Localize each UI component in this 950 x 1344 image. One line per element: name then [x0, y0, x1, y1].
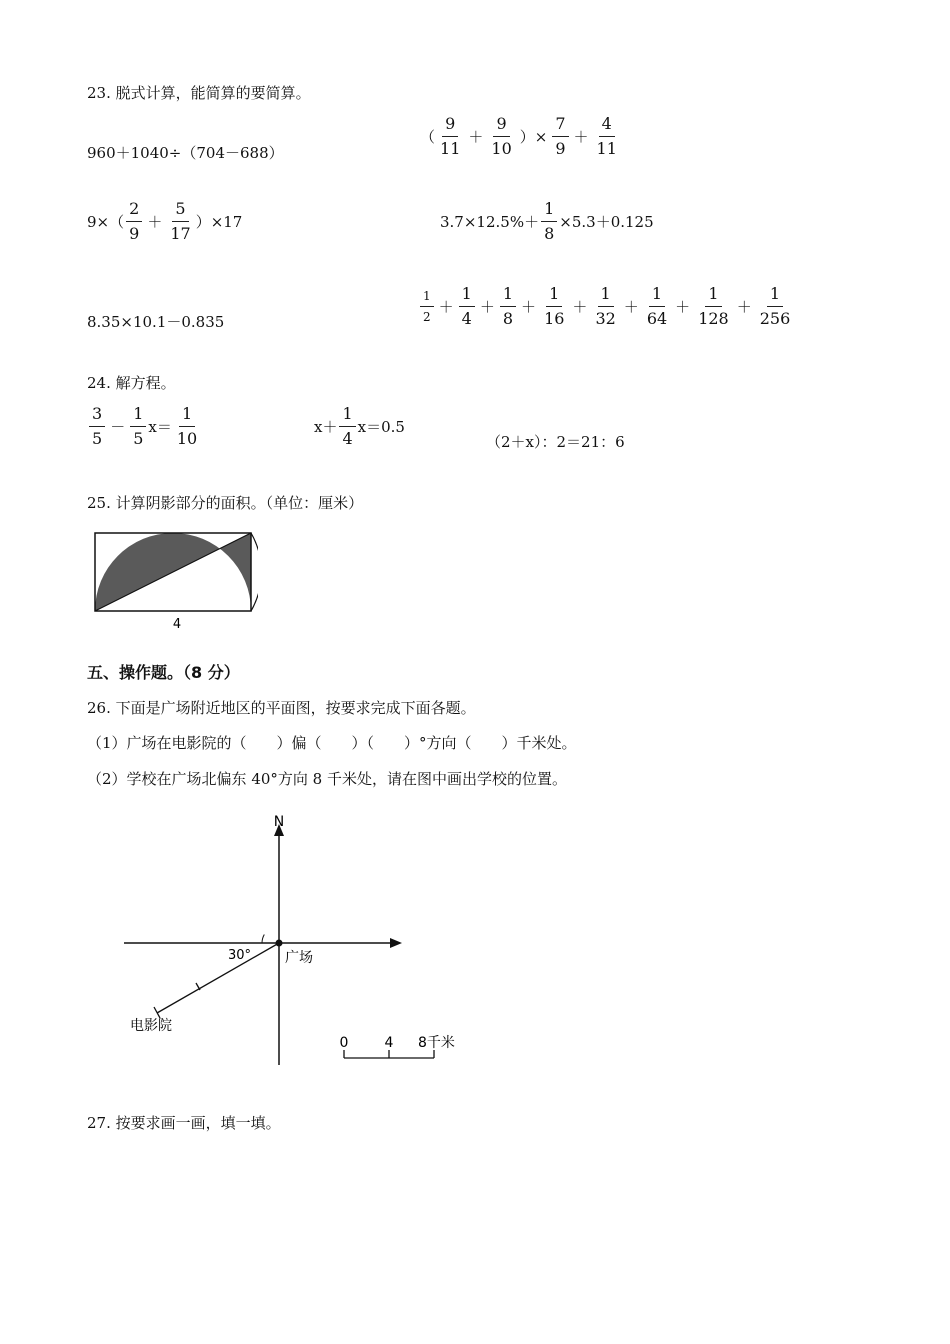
fraction: $\frac{1}{256}$	[759, 284, 791, 328]
operator: －	[110, 418, 126, 436]
expr-text: 3.7×12.5%＋	[440, 213, 540, 231]
expr-text: 9×（	[87, 213, 125, 231]
fraction: $\frac{9}{10}$	[491, 114, 512, 158]
shaded-area-figure	[90, 528, 258, 636]
fraction: $\frac{4}{11}$	[596, 114, 617, 158]
operator: ＋	[573, 128, 589, 146]
scale-label-8: 8千米	[418, 1035, 455, 1051]
q23-title: 23. 脱式计算，能简算的要简算。	[87, 84, 311, 102]
north-label: N	[273, 814, 285, 830]
fraction: $\frac{2}{9}$	[126, 201, 142, 242]
operator: ＋	[736, 298, 752, 316]
q23-expr-1: 960＋1040÷（704－688）	[87, 144, 284, 162]
fraction: $\frac{1}{8}$	[500, 286, 516, 327]
q27-title: 27. 按要求画一画，填一填。	[87, 1114, 281, 1132]
q23-expr-6	[418, 286, 795, 327]
q26-title: 26. 下面是广场附近地区的平面图，按要求完成下面各题。	[87, 699, 476, 717]
operator: ）×	[519, 128, 548, 146]
q24-eq-3: （2＋x）：2＝21：6	[486, 433, 625, 451]
q23-expr-4	[440, 201, 654, 242]
fraction: $\frac{1}{2}$	[420, 290, 434, 323]
fraction: $\frac{7}{9}$	[552, 116, 568, 157]
q23-expr-3	[87, 201, 242, 242]
operator: ＋	[468, 128, 484, 146]
angle-label: 30°	[228, 948, 252, 963]
operator: ＋	[438, 298, 454, 316]
fraction: $\frac{1}{5}$	[130, 406, 146, 447]
operator: ＋	[572, 298, 588, 316]
paren: （	[420, 128, 436, 146]
fraction: $\frac{1}{64}$	[646, 284, 668, 328]
fraction: $\frac{1}{4}$	[339, 406, 355, 447]
q24-title: 24. 解方程。	[87, 374, 176, 392]
operator: ＋	[521, 298, 537, 316]
cinema-label: 电影院	[130, 1018, 172, 1034]
scale-label-4: 4	[384, 1035, 394, 1051]
q23-expr-2	[420, 116, 622, 157]
fraction: $\frac{1}{4}$	[459, 286, 475, 327]
fraction: $\frac{1}{32}$	[595, 284, 616, 328]
scale-label-0: 0	[339, 1035, 349, 1051]
fraction: $\frac{1}{16}$	[544, 284, 565, 328]
cinema-line	[157, 943, 279, 1013]
operator: ＋	[479, 298, 495, 316]
expr-text: ×5.3＋0.125	[559, 213, 654, 231]
angle-arc	[262, 935, 264, 944]
q24-eq-1	[87, 406, 202, 447]
fraction: $\frac{1}{10}$	[176, 404, 198, 448]
fraction: $\frac{1}{128}$	[698, 284, 729, 328]
fraction: $\frac{5}{17}$	[170, 199, 191, 243]
fraction: $\frac{9}{11}$	[440, 114, 461, 158]
fraction: $\frac{3}{5}$	[89, 406, 105, 447]
operator: ＋	[675, 298, 691, 316]
semicircle-arc	[251, 533, 258, 611]
expr-text: ）×17	[195, 213, 243, 231]
direction-map	[110, 810, 480, 1075]
operator: ＋	[147, 213, 163, 231]
operator: ＋	[623, 298, 639, 316]
section-heading: 五、操作题。（8 分）	[87, 663, 240, 682]
expr-text: x＋	[314, 418, 338, 436]
width-label: 4	[172, 617, 182, 632]
q26-sub-2: （2）学校在广场北偏东 40°方向 8 千米处，请在图中画出学校的位置。	[87, 770, 567, 788]
q23-expr-5: 8.35×10.1－0.835	[87, 313, 225, 331]
expr-text: x＝0.5	[357, 418, 405, 436]
q26-sub-1: （1）广场在电影院的（ ）偏（ ）（ ）°方向（ ）千米处。	[87, 734, 577, 752]
square-label: 广场	[285, 950, 313, 966]
east-arrow-icon	[390, 938, 402, 948]
expr-text: x＝	[148, 418, 172, 436]
q24-eq-2	[314, 406, 405, 447]
q25-title: 25. 计算阴影部分的面积。（单位：厘米）	[87, 494, 364, 512]
fraction: $\frac{1}{8}$	[541, 201, 557, 242]
